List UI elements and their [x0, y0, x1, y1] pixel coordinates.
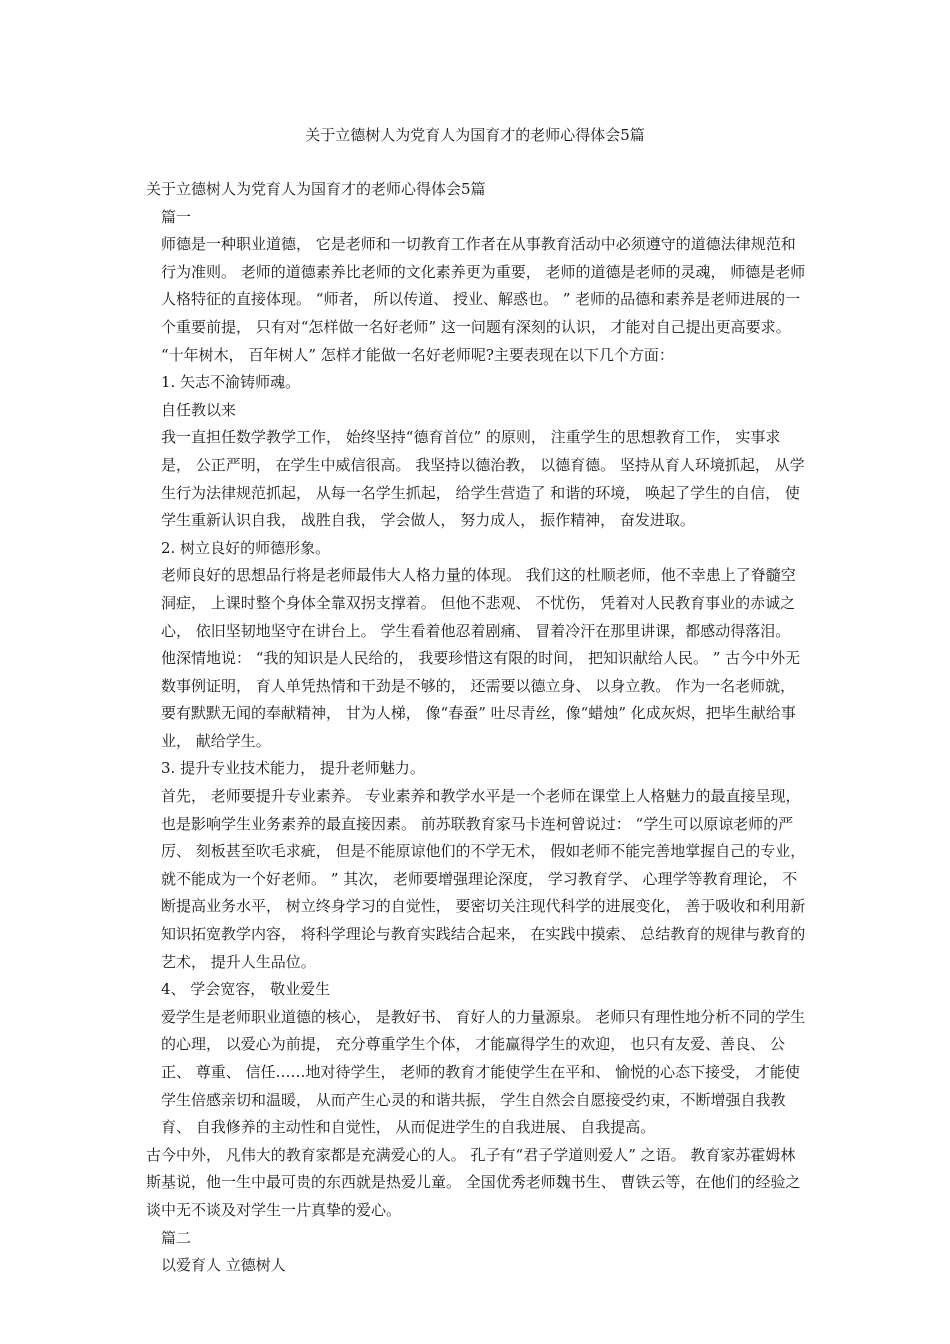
part-label: 篇二: [161, 1228, 192, 1247]
section-paragraph: 我一直担任数学教学工作， 始终坚持“德育首位” 的原则， 注重学生的思想教育工作， 实事求是， 公正严明， 在学生中威信很高。 我坚持以德治教， 以德育德。 坚持从育人环境抓起， 从学生行为法律规范抓起， 从每一名学生抓起， 给学生营造了 和谐的环境， 唤起了学生的自信， 使学生重新认识自我， 战胜自我， 学会做人， 努力成人， 振作精神， 奋发进取。: [161, 428, 805, 530]
section-title: 4、 学会宽容， 敬业爱生: [161, 980, 331, 999]
section-title: 2. 树立良好的师德形象。: [161, 538, 331, 557]
section-subtitle: 自任教以来: [161, 400, 237, 419]
section-paragraph: 首先， 老师要提升专业素养。 专业素养和教学水平是一个老师在课堂上人格魅力的最直接呈现， 也是影响学生业务素养的最直接因素。 前苏联教育家马卡连柯曾说过： “学生可以原谅老师的严厉、 刻板甚至吹毛求疵， 但是不能原谅他们的不学无术， 假如老师不能完善地掌握自己的专业， 就不能成为一个好老师。 ” 其次， 老师要增强理论深度， 学习教育学、 心理学等教育理论， 不断提高业务水平， 树立终身学习的自觉性， 要密切关注现代科学的进展变化， 善于吸收和利用新知识拓宽教学内容， 将科学理论与教育实践结合起来， 在实践中摸索、 总结教育的规律与教育的艺术， 提升人生品位。: [161, 787, 806, 971]
section-paragraph: 爱学生是老师职业道德的核心， 是教好书、 育好人的力量源泉。 老师只有理性地分析不同的学生的心理， 以爱心为前提， 充分尊重学生个体， 才能赢得学生的欢迎， 也只有友爱、善良、 公正、 尊重、 信任……地对待学生， 老师的教育才能使学生在平和、 愉悦的心态下接受， 才能使学生倍感亲切和温暖， 从而产生心灵的和谐共振， 学生自然会自愿接受约束，不断增强自我教育、 自我修养的主动性和自觉性， 从而促进学生的自我进展、 自我提高。: [161, 1007, 806, 1137]
section-title: 3. 提升专业技术能力， 提升老师魅力。: [161, 759, 425, 778]
part-title: 以爱育人 立德树人: [161, 1256, 286, 1275]
document-body: [146, 176, 810, 1280]
part-label: 篇一: [161, 207, 192, 226]
section-paragraph: 古今中外， 凡伟大的教育家都是充满爱心的人。 孔子有“君子学道则爱人” 之语。 教育家苏霍姆林斯基说，他一生中最可贵的东西就是热爱儿童。 全国优秀老师魏书生、 曹铁云等，在他们的经验之谈中无不谈及对学生一片真挚的爱心。: [146, 1145, 801, 1219]
section-paragraph: 老师良好的思想品行将是老师最伟大人格力量的体现。 我们这的杜顺老师，他不幸患上了脊髓空洞症， 上课时整个身体全靠双拐支撑着。 但他不悲观、 不忧伤， 凭着对人民教育事业的赤诚之心， 依旧坚韧地坚守在讲台上。 学生看着他忍着剧痛、 冒着冷汗在那里讲课，都感动得落泪。 他深情地说： “我的知识是人民给的， 我要珍惜这有限的时间， 把知识献给人民。 ” 古今中外无数事例证明， 育人单凭热情和干劲是不够的， 还需要以德立身、 以身立教。 作为一名老师就， 要有默默无闻的奉献精神， 甘为人梯， 像“春蚕” 吐尽青丝，像“蜡烛” 化成灰烬，把毕生献给事业， 献给学生。: [161, 566, 801, 750]
intro-paragraph: 师德是一种职业道德， 它是老师和一切教育工作者在从事教育活动中必须遵守的道德法律规范和行为准则。 老师的道德素养比老师的文化素养更为重要， 老师的道德是老师的灵魂， 师德是老师人格特征的直接体现。 “师者， 所以传道、 授业、解惑也。 ” 老师的品德和素养是老师进展的一个重要前提， 只有对“怎样做一名好老师” 这一问题有深刻的认识， 才能对自己提出更高要求。 “十年树木， 百年树人” 怎样才能做一名好老师呢?主要表现在以下几个方面：: [161, 235, 806, 364]
page-header-title: 关于立德树人为党育人为国育才的老师心得体会5篇: [305, 126, 645, 144]
section-title: 1. 矢志不渝铸师魂。: [161, 373, 301, 392]
document-heading: 关于立德树人为党育人为国育才的老师心得体会5篇: [146, 180, 486, 198]
